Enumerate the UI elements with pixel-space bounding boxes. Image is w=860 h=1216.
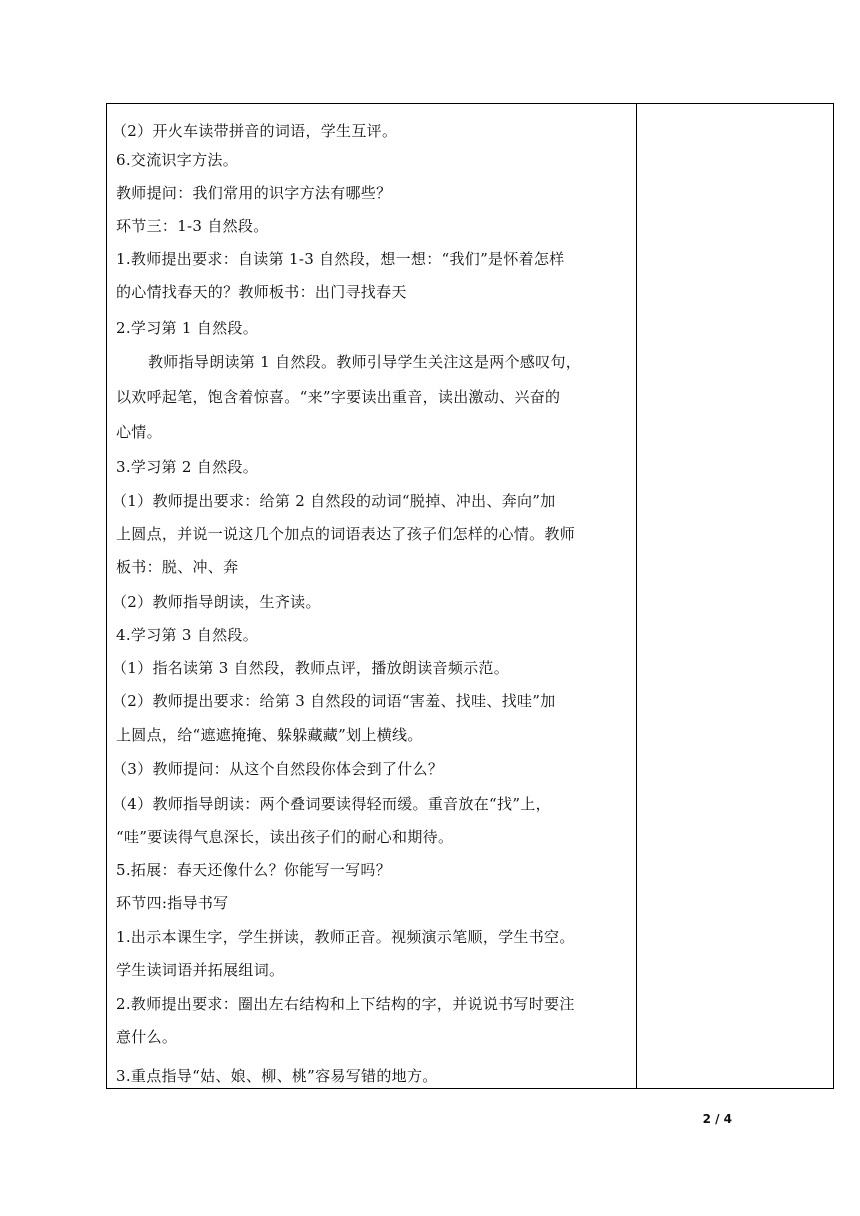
line-29: 3.重点指导“姑、娘、柳、桃”容易写错的地方。 [116,1067,438,1085]
line-25: 1.出示本课生字，学生拼读，教师正音。视频演示笔顺，学生书空。 [116,928,575,946]
line-11: 3.学习第 2 自然段。 [116,458,258,476]
line-4: 环节三：1-3 自然段。 [116,217,269,235]
line-6: 的心情找春天的？教师板书：出门寻找春天 [116,283,407,301]
line-16: 4.学习第 3 自然段。 [116,626,258,644]
lesson-content-cell [107,104,636,1088]
line-19: 上圆点，给“遮遮掩掩、躲躲藏藏”划上横线。 [116,726,423,744]
notes-cell [637,104,833,1088]
line-22: “哇”要读得气息深长，读出孩子们的耐心和期待。 [116,828,454,846]
line-24: 环节四:指导书写 [116,894,229,912]
page-number: 2 / 4 [702,1112,732,1126]
lesson-table [106,103,834,1089]
line-28: 意什么。 [116,1028,178,1046]
line-12: （1）教师提出要求：给第 2 自然段的动词“脱掉、冲出、奔向”加 [112,492,556,510]
line-13: 上圆点，并说一说这几个加点的词语表达了孩子们怎样的心情。教师 [116,525,576,543]
line-5: 1.教师提出要求：自读第 1-3 自然段，想一想：“我们”是怀着怎样 [116,250,565,268]
line-27: 2.教师提出要求：圈出左右结构和上下结构的字，并说说书写时要注 [116,995,575,1013]
line-23: 5.拓展：春天还像什么？你能写一写吗？ [116,861,392,879]
line-17: （1）指名读第 3 自然段，教师点评，播放朗读音频示范。 [112,659,510,677]
line-1: （2）开火车读带拼音的词语，学生互评。 [112,122,398,140]
line-14: 板书：脱、冲、奔 [116,558,239,576]
line-18: （2）教师提出要求：给第 3 自然段的词语“害羞、找哇、找哇”加 [112,692,556,710]
line-15: （2）教师指导朗读，生齐读。 [112,593,321,611]
line-2: 6.交流识字方法。 [116,151,239,169]
line-20: （3）教师提问：从这个自然段你体会到了什么？ [112,760,444,778]
line-7: 2.学习第 1 自然段。 [116,319,258,337]
line-9: 以欢呼起笔，饱含着惊喜。“来”字要读出重音，读出激动、兴奋的 [116,388,561,406]
line-21: （4）教师指导朗读：两个叠词要读得轻而缓。重音放在“找”上， [112,795,551,813]
line-8: 教师指导朗读第 1 自然段。教师引导学生关注这是两个感叹句， [148,353,582,371]
line-10: 心情。 [116,423,162,441]
line-26: 学生读词语并拓展组词。 [116,961,285,979]
line-3: 教师提问：我们常用的识字方法有哪些？ [116,184,392,202]
